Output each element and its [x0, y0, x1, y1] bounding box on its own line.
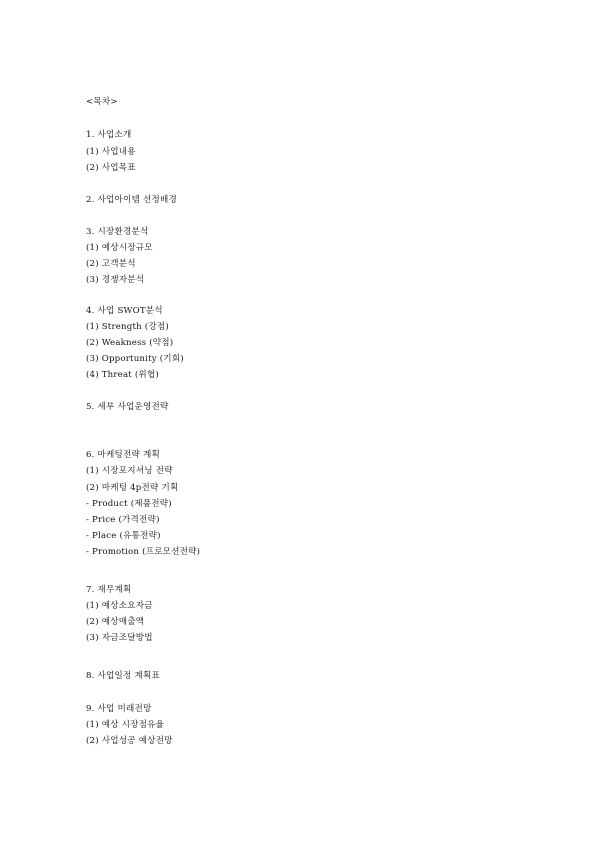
toc-item-7-2: (2) 예상매출액 — [86, 617, 145, 627]
toc-item-4-3: (3) Opportunity (기회) — [86, 354, 184, 364]
toc-subitem-place: - Place (유통전략) — [86, 531, 161, 541]
toc-subitem-price: - Price (가격전략) — [86, 515, 160, 525]
toc-subitem-product: - Product (제품전략) — [86, 499, 172, 509]
toc-subitem-promotion: - Promotion (프로모션전략) — [86, 547, 201, 557]
toc-section-1: 1. 사업소개 — [86, 130, 132, 140]
toc-section-9: 9. 사업 미래전망 — [86, 704, 152, 714]
toc-section-6: 6. 마케팅전략 계획 — [86, 450, 160, 460]
toc-item-7-3: (3) 자금조달방법 — [86, 633, 153, 643]
toc-section-4: 4. 사업 SWOT분석 — [86, 306, 163, 316]
toc-item-6-1: (1) 시장포지셔닝 전략 — [86, 466, 173, 476]
toc-section-3: 3. 시장환경분석 — [86, 227, 149, 237]
toc-section-5: 5. 세부 사업운영전략 — [86, 402, 169, 412]
toc-item-1-2: (2) 사업목표 — [86, 163, 136, 173]
toc-item-3-3: (3) 경쟁자분석 — [86, 275, 145, 285]
toc-section-7: 7. 재무계획 — [86, 585, 132, 595]
toc-item-7-1: (1) 예상소요자금 — [86, 601, 153, 611]
toc-section-8: 8. 사업일정 계획표 — [86, 671, 160, 681]
toc-heading: <목차> — [86, 97, 118, 107]
toc-item-6-2: (2) 마케팅 4p전략 기획 — [86, 483, 179, 493]
toc-item-9-2: (2) 사업성공 예상전망 — [86, 736, 173, 746]
toc-section-2: 2. 사업아이템 선정배경 — [86, 195, 177, 205]
toc-item-4-1: (1) Strength (강점) — [86, 322, 169, 332]
toc-item-4-2: (2) Weakness (약점) — [86, 338, 174, 348]
toc-item-3-2: (2) 고객분석 — [86, 259, 136, 269]
toc-item-3-1: (1) 예상시장규모 — [86, 243, 153, 253]
toc-item-4-4: (4) Threat (위협) — [86, 370, 159, 380]
toc-item-9-1: (1) 예상 시장점유율 — [86, 720, 165, 730]
toc-item-1-1: (1) 사업내용 — [86, 147, 136, 157]
